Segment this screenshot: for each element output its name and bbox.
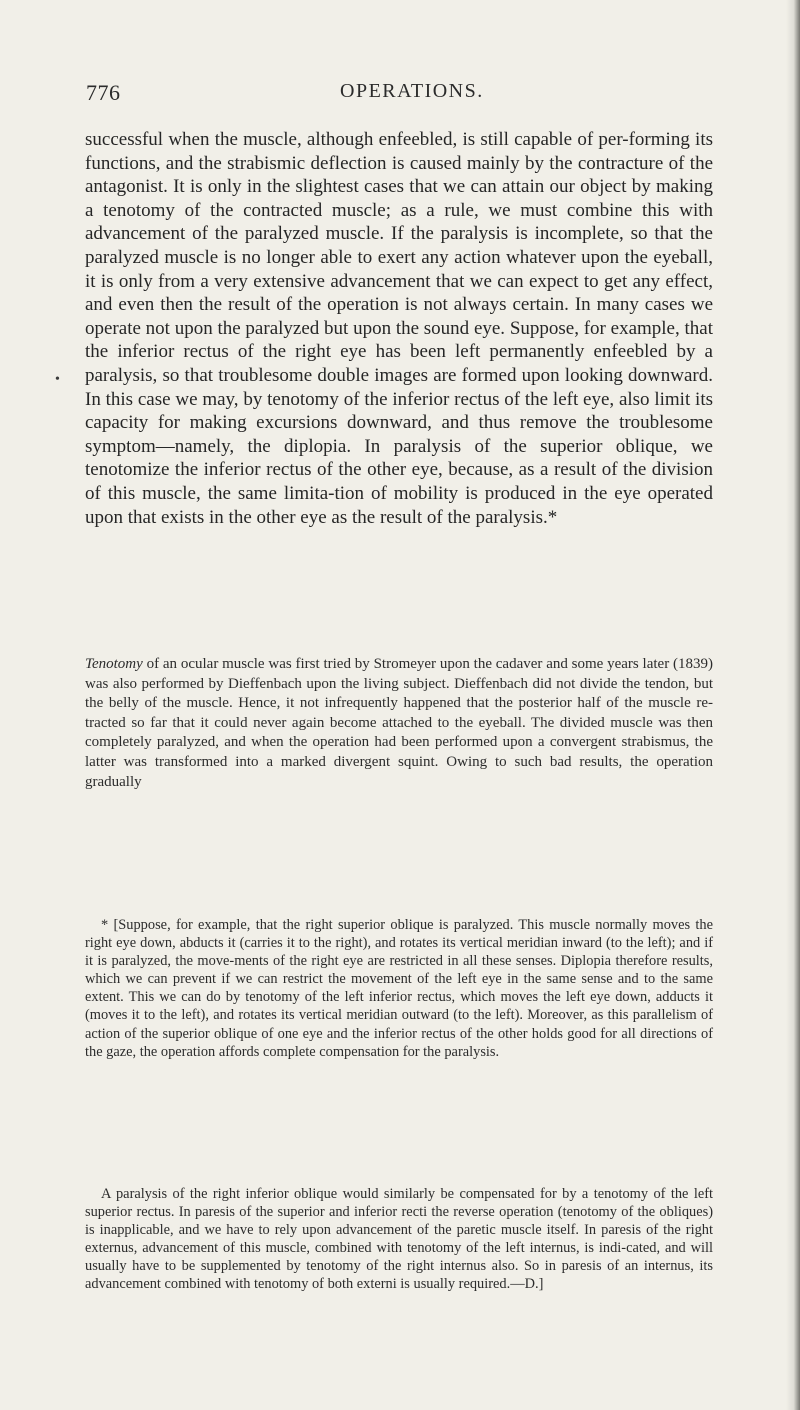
page-edge-shadow <box>786 0 800 1410</box>
margin-mark: • <box>55 372 60 387</box>
footnote-paragraph-1: * [Suppose, for example, that the right superior oblique is paralyzed. This muscle normally moves the right eye down, abducts it (carries it to the right), and rotates its vertical meridian inward (to the left); and if it is paralyzed, the move-ments of the right eye are restricted in all these senses. Diplopia therefore results, which we can prevent if we can restrict the movement of the left eye in the same sense and to the same extent. This we can do by tenotomy of the left inferior rectus, which moves the left eye down, adducts it (moves it to the left), and rotates its vertical meridian outward (to the left). Moreover, as this parallelism of action of the superior oblique of one eye and the inferior rectus of the other holds good for all directions of the gaze, the operation affords complete compensation for the paralysis. <box>85 917 713 1060</box>
history-note-text: of an ocular muscle was first tried by Stromeyer upon the cadaver and some years later (1839) was also performed by Dieffenbach upon the living subject. Dieffenbach did not divide the tendon, but the belly of the muscle. Hence, it not infrequently happened that the posterior half of the muscle re-tracted so far that it could never again become attached to the eyeball. The divided muscle was then completely paralyzed, and when the operation had been performed upon a convergent strabismus, the latter was transformed into a marked divergent squint. Owing to such bad results, the operation gradually <box>85 656 713 790</box>
header-title: OPERATIONS. <box>340 80 484 102</box>
running-head <box>0 80 800 110</box>
footnote-paragraph-2: A paralysis of the right inferior oblique would similarly be compensated for by a tenotomy of the left superior rectus. In paresis of the superior and inferior recti the reverse operation (tenotomy of the obliques) is inapplicable, and we have to rely upon advancement of the paretic muscle itself. In paresis of the right externus, advancement of this muscle, combined with tenotomy of the left internus, is indi-cated, and will usually have to be supplemented by tenotomy of the right internus also. So in paresis of an internus, its advancement combined with tenotomy of both externi is usually required.—D.] <box>85 1186 713 1293</box>
history-note <box>85 655 713 792</box>
main-paragraph: successful when the muscle, although enfeebled, is still capable of per-forming its functions, and the strabismic deflection is caused mainly by the contracture of the antagonist. It is only in the slightest cases that we can attain our object by making a tenotomy of the contracted muscle; as a rule, we must combine this with advancement of the paralyzed muscle. If the paralysis is incomplete, so that the paralyzed muscle is no longer able to exert any action whatever upon the eyeball, it is only from a very extensive advancement that we can expect to get any effect, and even then the result of the operation is not always certain. In many cases we operate not upon the paralyzed but upon the sound eye. Suppose, for example, that the inferior rectus of the right eye has been left permanently enfeebled by a paralysis, so that troublesome double images are formed upon looking downward. In this case we may, by tenotomy of the inferior rectus of the left eye, also limit its capacity for making excursions downward, and thus remove the troublesome symptom—namely, the diplopia. In paralysis of the superior oblique, we tenotomize the inferior rectus of the other eye, because, as a result of the division of this muscle, the same limita-tion of mobility is produced in the eye operated upon that exists in the other eye as the result of the paralysis.* <box>85 129 713 528</box>
history-note-term: Tenotomy <box>85 656 143 672</box>
page-number: 776 <box>86 80 121 105</box>
